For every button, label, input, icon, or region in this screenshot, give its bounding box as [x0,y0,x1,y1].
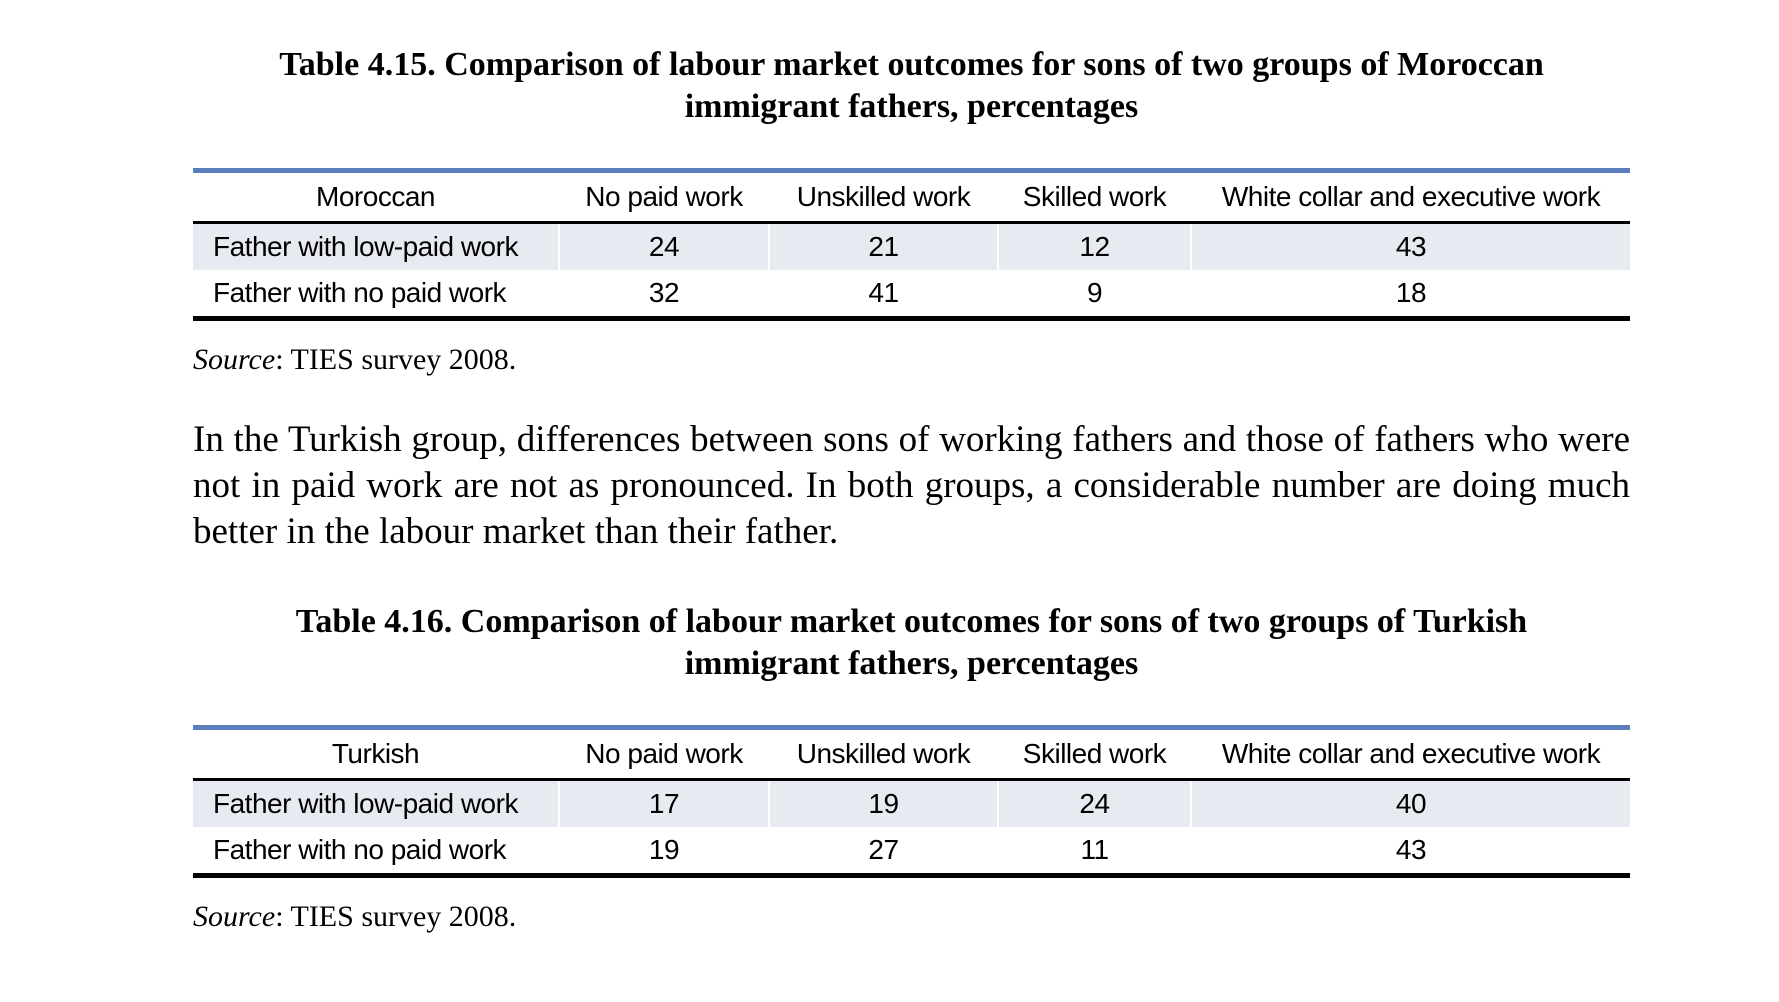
table-cell: 43 [1191,827,1630,876]
table-cell: 18 [1191,270,1630,319]
column-header: Skilled work [998,728,1191,780]
row-label: Father with no paid work [193,270,559,319]
table-cell: 24 [998,780,1191,828]
table-cell: 17 [559,780,769,828]
table-row [193,270,1630,319]
row-label: Father with low-paid work [193,780,559,828]
source-label: Source [193,343,276,376]
table-cell: 24 [559,223,769,271]
table-cell: 27 [769,827,998,876]
table-title-line: immigrant fathers, percentages [684,645,1139,682]
row-label: Father with low-paid work [193,223,559,271]
table-cell: 9 [998,270,1191,319]
column-header: Skilled work [998,171,1191,223]
column-header: Turkish [193,728,559,780]
table-cell: 21 [769,223,998,271]
table-source-note [193,900,1630,934]
table-row [193,827,1630,876]
column-header: White collar and executive work [1191,171,1630,223]
table-cell: 19 [559,827,769,876]
table-title-line: Table 4.16. Comparison of labour market outcomes for sons of two groups of Turkish [295,603,1528,640]
table-title [193,601,1630,685]
table-row [193,780,1630,828]
table-title-line: immigrant fathers, percentages [684,88,1139,125]
table-cell: 19 [769,780,998,828]
data-table [193,168,1630,321]
body-paragraph: In the Turkish group, differences between sons of working fathers and those of fathers who were not in paid work are not as pronounced. In both groups, a considerable number are doing much better in the labour market than their father. [193,419,1630,552]
table-cell: 41 [769,270,998,319]
table-header-row [193,728,1630,780]
table-source-note [193,343,1630,377]
table-title-line: Table 4.15. Comparison of labour market outcomes for sons of two groups of Moroccan [279,46,1544,83]
row-label: Father with no paid work [193,827,559,876]
source-label: Source [193,900,276,933]
column-header: Unskilled work [769,728,998,780]
table-cell: 32 [559,270,769,319]
table-header-row [193,171,1630,223]
column-header: No paid work [559,728,769,780]
source-text: : TIES survey 2008. [275,343,517,376]
column-header: White collar and executive work [1191,728,1630,780]
table-row [193,223,1630,271]
table-cell: 43 [1191,223,1630,271]
table-cell: 11 [998,827,1191,876]
table-cell: 12 [998,223,1191,271]
document-page [193,0,1630,934]
data-table [193,725,1630,878]
column-header: Unskilled work [769,171,998,223]
table-title [193,44,1630,128]
source-text: : TIES survey 2008. [275,900,517,933]
column-header: No paid work [559,171,769,223]
table-cell: 40 [1191,780,1630,828]
column-header: Moroccan [193,171,559,223]
